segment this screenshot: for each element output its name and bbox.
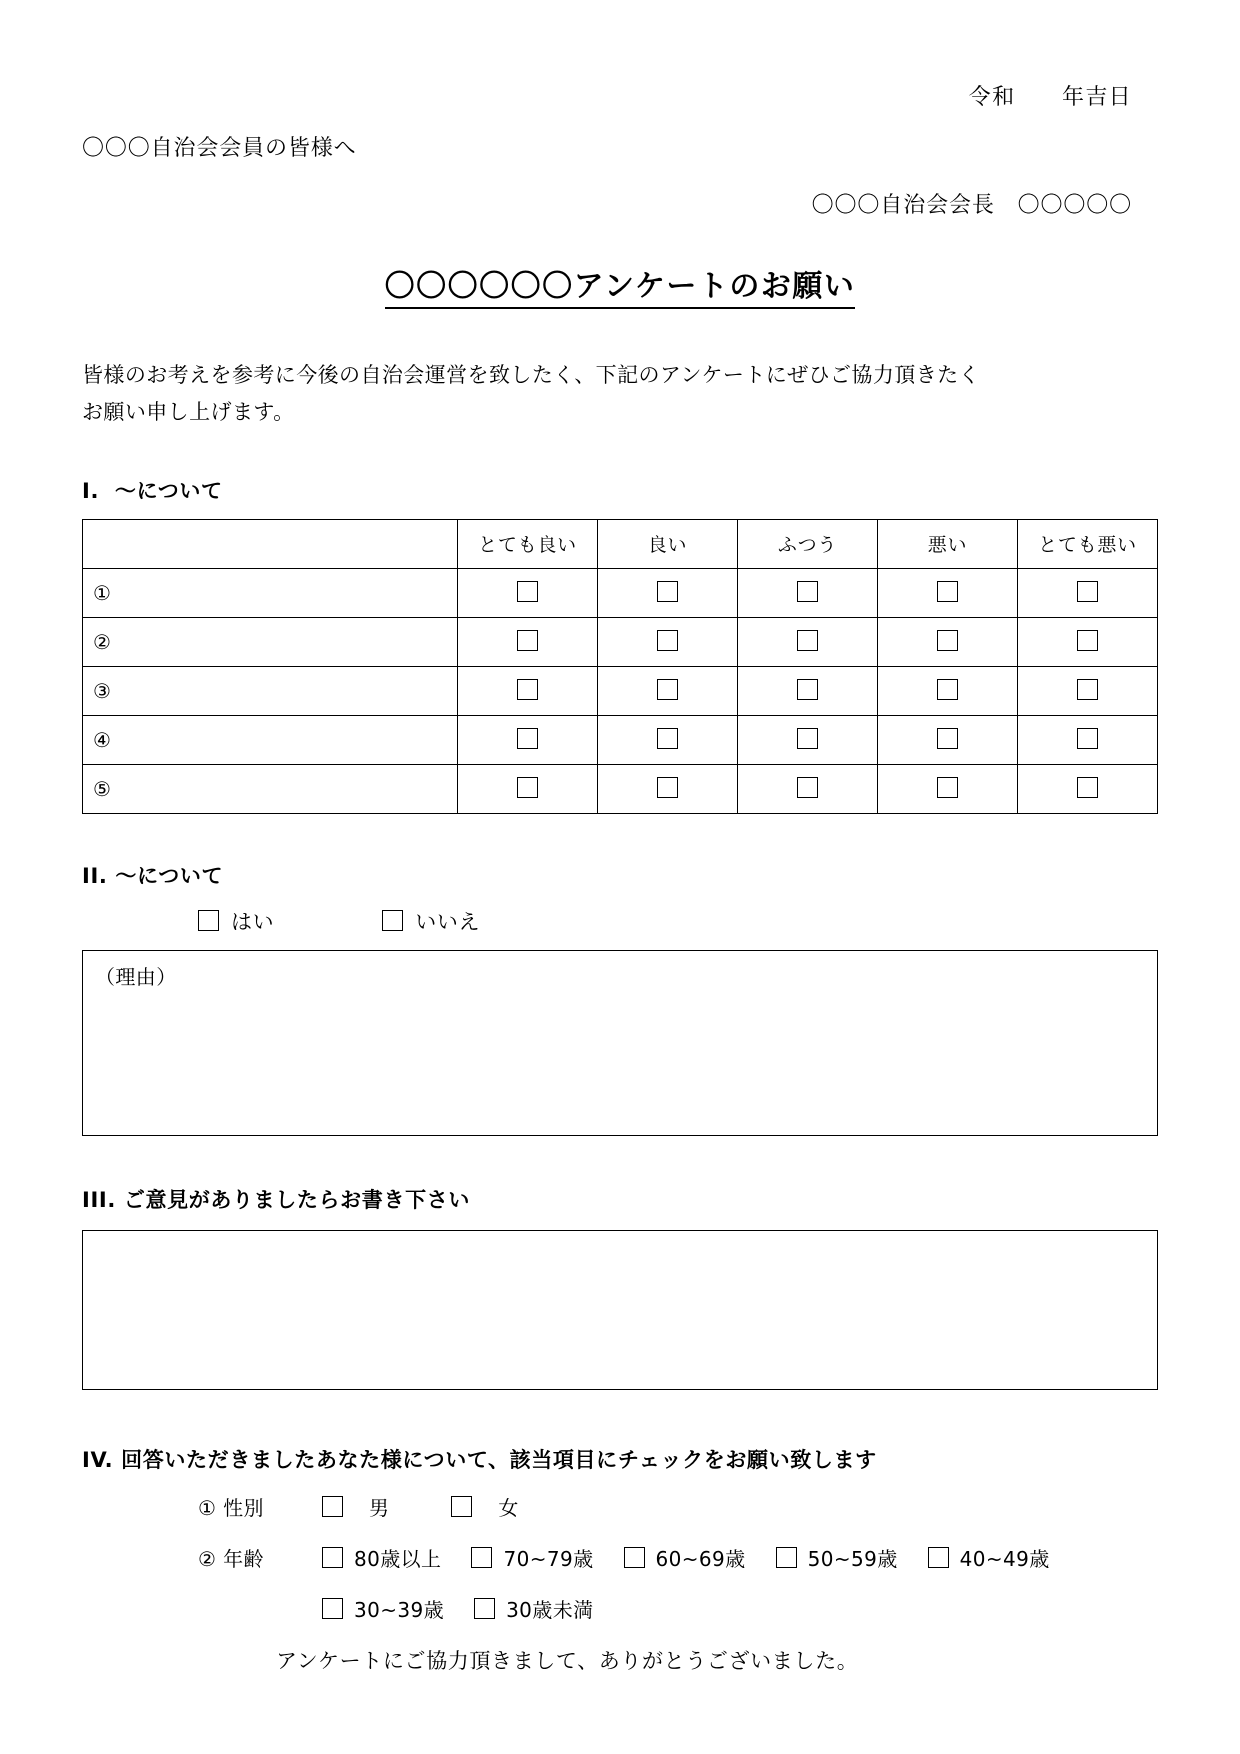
rating-cell-1-1[interactable] <box>458 568 598 617</box>
checkbox-icon[interactable] <box>797 630 818 651</box>
gender-label: ① 性別 <box>198 1495 264 1520</box>
age-option-60-69-label: 60~69歳 <box>655 1546 746 1571</box>
section-1-heading: I. 〜について <box>82 478 223 503</box>
age-option-70-79[interactable] <box>471 1543 593 1572</box>
rating-cell-3-4[interactable] <box>878 666 1018 715</box>
rating-cell-2-1[interactable] <box>458 617 598 666</box>
rating-cell-2-5[interactable] <box>1018 617 1158 666</box>
age-option-30-39-label: 30~39歳 <box>354 1597 445 1622</box>
intro-line-2: お願い申し上げます。 <box>82 399 295 424</box>
age-option-30-39[interactable] <box>322 1594 444 1623</box>
page-title <box>82 261 1158 305</box>
gender-option-male-label: 男 <box>369 1495 390 1520</box>
demographics-group <box>198 1492 1158 1623</box>
rating-cell-4-2[interactable] <box>598 715 738 764</box>
age-option-40-49-label: 40~49歳 <box>959 1546 1050 1571</box>
checkbox-icon[interactable] <box>657 728 678 749</box>
rating-cell-1-4[interactable] <box>878 568 1018 617</box>
rating-cell-5-5[interactable] <box>1018 764 1158 813</box>
checkbox-icon[interactable] <box>657 630 678 651</box>
checkbox-icon[interactable] <box>937 581 958 602</box>
checkbox-icon[interactable] <box>1077 679 1098 700</box>
rating-cell-1-2[interactable] <box>598 568 738 617</box>
rating-row-label-3: ③ <box>83 666 458 715</box>
thank-you-message: アンケートにご協力頂きまして、ありがとうございました。 <box>276 1648 859 1673</box>
table-row <box>83 666 1158 715</box>
age-row-2 <box>198 1594 1158 1623</box>
age-option-60-69[interactable] <box>624 1543 746 1572</box>
rating-col-header-good: 良い <box>598 519 738 568</box>
date-line: 令和 年吉日 <box>968 85 1132 110</box>
checkbox-icon[interactable] <box>382 910 403 931</box>
page-title-text: 〇〇〇〇〇〇アンケートのお願い <box>385 269 856 309</box>
table-row <box>83 568 1158 617</box>
gender-option-male[interactable] <box>322 1492 389 1521</box>
rating-cell-4-4[interactable] <box>878 715 1018 764</box>
rating-row-label-1: ① <box>83 568 458 617</box>
rating-cell-4-3[interactable] <box>738 715 878 764</box>
age-option-50-59-label: 50~59歳 <box>807 1546 898 1571</box>
rating-col-header-bad: 悪い <box>878 519 1018 568</box>
rating-cell-2-4[interactable] <box>878 617 1018 666</box>
checkbox-icon[interactable] <box>657 581 678 602</box>
checkbox-icon[interactable] <box>797 679 818 700</box>
yes-no-option-group <box>198 906 1158 936</box>
rating-cell-4-1[interactable] <box>458 715 598 764</box>
rating-cell-4-5[interactable] <box>1018 715 1158 764</box>
checkbox-icon[interactable] <box>928 1547 949 1568</box>
rating-cell-3-3[interactable] <box>738 666 878 715</box>
yes-option-label: はい <box>231 909 275 934</box>
age-label: ② 年齢 <box>198 1546 264 1571</box>
checkbox-icon[interactable] <box>1077 777 1098 798</box>
age-option-under-30[interactable] <box>474 1594 593 1623</box>
age-option-70-79-label: 70~79歳 <box>503 1546 594 1571</box>
checkbox-icon[interactable] <box>657 679 678 700</box>
section-2-heading: II. 〜について <box>82 863 224 888</box>
checkbox-icon[interactable] <box>797 777 818 798</box>
gender-option-female-label: 女 <box>498 1495 519 1520</box>
gender-row <box>198 1492 1158 1521</box>
intro-line-1: 皆様のお考えを参考に今後の自治会運営を致したく、下記のアンケートにぜひご協力頂きたく <box>82 363 980 387</box>
rating-cell-3-1[interactable] <box>458 666 598 715</box>
checkbox-icon[interactable] <box>198 910 219 931</box>
checkbox-icon[interactable] <box>517 777 538 798</box>
rating-col-header-blank <box>83 519 458 568</box>
gender-option-female[interactable] <box>451 1492 518 1521</box>
opinion-textarea[interactable] <box>82 1230 1158 1390</box>
rating-cell-5-4[interactable] <box>878 764 1018 813</box>
rating-cell-5-3[interactable] <box>738 764 878 813</box>
table-row <box>83 617 1158 666</box>
intro-paragraph <box>82 357 1158 431</box>
reason-label: （理由） <box>95 964 177 989</box>
age-option-80-plus[interactable] <box>322 1543 441 1572</box>
checkbox-icon[interactable] <box>797 728 818 749</box>
checkbox-icon[interactable] <box>517 630 538 651</box>
yes-option[interactable] <box>198 906 274 936</box>
checkbox-icon[interactable] <box>322 1598 343 1619</box>
checkbox-icon[interactable] <box>451 1496 472 1517</box>
rating-row-label-2: ② <box>83 617 458 666</box>
checkbox-icon[interactable] <box>474 1598 495 1619</box>
rating-cell-1-5[interactable] <box>1018 568 1158 617</box>
checkbox-icon[interactable] <box>937 728 958 749</box>
rating-cell-2-3[interactable] <box>738 617 878 666</box>
rating-cell-2-2[interactable] <box>598 617 738 666</box>
age-option-50-59[interactable] <box>776 1543 898 1572</box>
table-row <box>83 715 1158 764</box>
checkbox-icon[interactable] <box>937 777 958 798</box>
checkbox-icon[interactable] <box>624 1547 645 1568</box>
rating-table-header-row <box>83 519 1158 568</box>
checkbox-icon[interactable] <box>517 581 538 602</box>
checkbox-icon[interactable] <box>776 1547 797 1568</box>
rating-table <box>82 519 1158 814</box>
checkbox-icon[interactable] <box>471 1547 492 1568</box>
age-option-80-plus-label: 80歳以上 <box>354 1546 442 1571</box>
rating-col-header-very-bad: とても悪い <box>1018 519 1158 568</box>
checkbox-icon[interactable] <box>322 1547 343 1568</box>
addressee-line: 〇〇〇自治会会員の皆様へ <box>82 136 357 161</box>
checkbox-icon[interactable] <box>1077 581 1098 602</box>
table-row <box>83 764 1158 813</box>
rating-col-header-very-good: とても良い <box>458 519 598 568</box>
reason-textarea[interactable] <box>82 950 1158 1136</box>
age-option-under-30-label: 30歳未満 <box>506 1597 594 1622</box>
rating-row-label-4: ④ <box>83 715 458 764</box>
no-option[interactable] <box>382 906 480 936</box>
rating-col-header-normal: ふつう <box>738 519 878 568</box>
checkbox-icon[interactable] <box>1077 728 1098 749</box>
rating-cell-5-2[interactable] <box>598 764 738 813</box>
rating-cell-3-2[interactable] <box>598 666 738 715</box>
no-option-label: いいえ <box>415 909 481 934</box>
age-option-40-49[interactable] <box>928 1543 1050 1572</box>
checkbox-icon[interactable] <box>937 679 958 700</box>
rating-cell-3-5[interactable] <box>1018 666 1158 715</box>
checkbox-icon[interactable] <box>657 777 678 798</box>
section-3-heading: III. ご意見がありましたらお書き下さい <box>82 1187 470 1212</box>
checkbox-icon[interactable] <box>937 630 958 651</box>
rating-cell-1-3[interactable] <box>738 568 878 617</box>
checkbox-icon[interactable] <box>517 728 538 749</box>
checkbox-icon[interactable] <box>517 679 538 700</box>
rating-row-label-5: ⑤ <box>83 764 458 813</box>
checkbox-icon[interactable] <box>797 581 818 602</box>
age-row-1 <box>198 1543 1158 1572</box>
rating-cell-5-1[interactable] <box>458 764 598 813</box>
checkbox-icon[interactable] <box>1077 630 1098 651</box>
chairman-signature-line: 〇〇〇自治会会長 〇〇〇〇〇 <box>811 193 1132 218</box>
checkbox-icon[interactable] <box>322 1496 343 1517</box>
section-4-heading: IV. 回答いただきましたあなた様について、該当項目にチェックをお願い致します <box>82 1447 877 1472</box>
